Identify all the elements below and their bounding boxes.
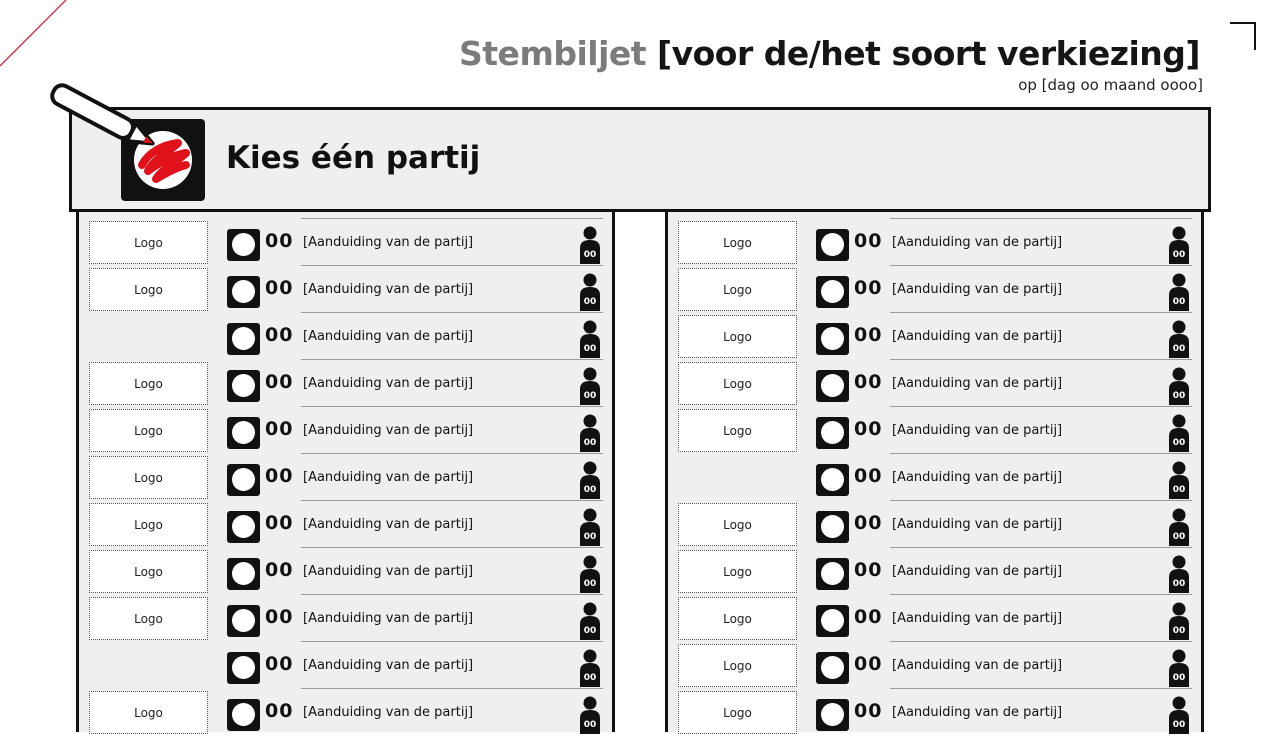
candidate-vote-box[interactable] bbox=[227, 323, 260, 355]
party-name-cell bbox=[890, 594, 1192, 641]
svg-text:00: 00 bbox=[583, 250, 597, 260]
party-logo-placeholder: Logo bbox=[678, 644, 797, 687]
party-name: [Aanduiding van de partij] bbox=[303, 564, 474, 579]
svg-text:00: 00 bbox=[583, 532, 597, 542]
person-icon bbox=[579, 602, 601, 640]
candidate-number: 00 bbox=[854, 512, 883, 534]
party-column-right bbox=[665, 212, 1204, 732]
party-row bbox=[79, 218, 612, 265]
party-name-cell bbox=[890, 547, 1192, 594]
person-icon bbox=[1168, 226, 1190, 264]
party-row bbox=[79, 500, 612, 547]
candidate-vote-box[interactable] bbox=[227, 276, 260, 308]
candidate-circle-icon bbox=[821, 609, 844, 632]
candidate-circle-icon bbox=[821, 280, 844, 303]
candidate-number: 00 bbox=[854, 418, 883, 440]
person-icon bbox=[579, 555, 601, 593]
candidate-vote-box[interactable] bbox=[816, 276, 849, 308]
ballot-date: op [dag oo maand oooo] bbox=[1018, 76, 1203, 94]
party-row bbox=[668, 641, 1201, 688]
party-name: [Aanduiding van de partij] bbox=[892, 564, 1063, 579]
candidate-number: 00 bbox=[265, 559, 294, 581]
party-name-cell bbox=[890, 312, 1192, 359]
candidate-vote-box[interactable] bbox=[227, 652, 260, 684]
party-name: [Aanduiding van de partij] bbox=[892, 282, 1063, 297]
party-name: [Aanduiding van de partij] bbox=[892, 611, 1063, 626]
party-logo-placeholder: Logo bbox=[678, 550, 797, 593]
candidate-vote-box[interactable] bbox=[227, 605, 260, 637]
party-row bbox=[79, 688, 612, 735]
svg-text:00: 00 bbox=[583, 297, 597, 307]
candidate-circle-icon bbox=[821, 703, 844, 726]
candidate-number: 00 bbox=[265, 324, 294, 346]
candidate-vote-box[interactable] bbox=[816, 417, 849, 449]
party-logo-placeholder: Logo bbox=[89, 221, 208, 264]
svg-text:00: 00 bbox=[583, 673, 597, 683]
person-icon bbox=[1168, 508, 1190, 546]
candidate-vote-box[interactable] bbox=[227, 558, 260, 590]
candidate-circle-icon bbox=[232, 468, 255, 491]
instruction-heading: Kies één partij bbox=[226, 140, 481, 176]
party-logo-placeholder: Logo bbox=[678, 597, 797, 640]
person-icon bbox=[1168, 555, 1190, 593]
candidate-number: 00 bbox=[854, 371, 883, 393]
candidate-circle-icon bbox=[232, 515, 255, 538]
party-name-cell bbox=[301, 453, 603, 500]
party-row bbox=[668, 312, 1201, 359]
svg-text:00: 00 bbox=[583, 391, 597, 401]
party-row bbox=[668, 406, 1201, 453]
party-name-cell bbox=[301, 406, 603, 453]
party-logo-placeholder: Logo bbox=[89, 550, 208, 593]
party-name: [Aanduiding van de partij] bbox=[892, 423, 1063, 438]
svg-text:00: 00 bbox=[583, 344, 597, 354]
svg-text:00: 00 bbox=[1172, 485, 1186, 495]
candidate-number: 00 bbox=[265, 700, 294, 722]
svg-text:00: 00 bbox=[1172, 250, 1186, 260]
candidate-vote-box[interactable] bbox=[816, 605, 849, 637]
candidate-number: 00 bbox=[854, 277, 883, 299]
candidate-vote-box[interactable] bbox=[227, 464, 260, 496]
party-row bbox=[79, 359, 612, 406]
candidate-circle-icon bbox=[821, 468, 844, 491]
candidate-number: 00 bbox=[854, 653, 883, 675]
party-row bbox=[79, 312, 612, 359]
candidate-number: 00 bbox=[265, 653, 294, 675]
person-icon bbox=[1168, 649, 1190, 687]
party-row bbox=[668, 688, 1201, 735]
corner-diagonal-line bbox=[0, 0, 70, 70]
candidate-vote-box[interactable] bbox=[227, 511, 260, 543]
person-icon bbox=[1168, 602, 1190, 640]
candidate-vote-box[interactable] bbox=[816, 558, 849, 590]
person-icon bbox=[579, 649, 601, 687]
svg-text:00: 00 bbox=[1172, 673, 1186, 683]
candidate-number: 00 bbox=[265, 606, 294, 628]
party-logo-placeholder: Logo bbox=[89, 268, 208, 311]
party-name-cell bbox=[301, 594, 603, 641]
person-icon bbox=[579, 226, 601, 264]
candidate-number: 00 bbox=[265, 512, 294, 534]
candidate-number: 00 bbox=[854, 606, 883, 628]
party-logo-placeholder: Logo bbox=[89, 503, 208, 546]
party-name-cell bbox=[301, 641, 603, 688]
party-row bbox=[668, 453, 1201, 500]
party-name-cell bbox=[301, 265, 603, 312]
party-name: [Aanduiding van de partij] bbox=[303, 705, 474, 720]
candidate-vote-box[interactable] bbox=[816, 464, 849, 496]
party-logo-placeholder: Logo bbox=[678, 315, 797, 358]
candidate-number: 00 bbox=[854, 700, 883, 722]
party-name: [Aanduiding van de partij] bbox=[303, 611, 474, 626]
crop-mark bbox=[1230, 22, 1256, 50]
party-name: [Aanduiding van de partij] bbox=[303, 423, 474, 438]
candidate-circle-icon bbox=[232, 327, 255, 350]
candidate-vote-box[interactable] bbox=[227, 699, 260, 731]
person-icon bbox=[579, 461, 601, 499]
party-logo-placeholder: Logo bbox=[89, 362, 208, 405]
person-icon bbox=[1168, 696, 1190, 734]
party-name: [Aanduiding van de partij] bbox=[303, 329, 474, 344]
svg-text:00: 00 bbox=[1172, 626, 1186, 636]
svg-text:00: 00 bbox=[1172, 391, 1186, 401]
candidate-circle-icon bbox=[821, 374, 844, 397]
party-name: [Aanduiding van de partij] bbox=[303, 235, 474, 250]
party-name: [Aanduiding van de partij] bbox=[892, 705, 1063, 720]
candidate-circle-icon bbox=[821, 233, 844, 256]
party-name-cell bbox=[890, 265, 1192, 312]
person-icon bbox=[1168, 461, 1190, 499]
svg-text:00: 00 bbox=[1172, 438, 1186, 448]
candidate-circle-icon bbox=[232, 421, 255, 444]
candidate-vote-box[interactable] bbox=[816, 652, 849, 684]
party-name-cell bbox=[301, 218, 603, 265]
party-row bbox=[668, 218, 1201, 265]
candidate-circle-icon bbox=[232, 656, 255, 679]
party-logo-placeholder: Logo bbox=[89, 691, 208, 734]
party-row bbox=[79, 453, 612, 500]
person-icon bbox=[1168, 320, 1190, 358]
candidate-circle-icon bbox=[821, 421, 844, 444]
candidate-number: 00 bbox=[265, 465, 294, 487]
party-name-cell bbox=[890, 688, 1192, 735]
candidate-vote-box[interactable] bbox=[816, 370, 849, 402]
party-name: [Aanduiding van de partij] bbox=[303, 376, 474, 391]
candidate-vote-box[interactable] bbox=[816, 511, 849, 543]
party-row bbox=[668, 265, 1201, 312]
party-row bbox=[79, 265, 612, 312]
party-name-cell bbox=[301, 547, 603, 594]
svg-text:00: 00 bbox=[1172, 297, 1186, 307]
party-name: [Aanduiding van de partij] bbox=[892, 517, 1063, 532]
candidate-circle-icon bbox=[232, 609, 255, 632]
candidate-circle-icon bbox=[821, 656, 844, 679]
person-icon bbox=[579, 273, 601, 311]
candidate-circle-icon bbox=[821, 562, 844, 585]
party-name: [Aanduiding van de partij] bbox=[892, 329, 1063, 344]
party-name: [Aanduiding van de partij] bbox=[892, 658, 1063, 673]
party-logo-placeholder: Logo bbox=[678, 503, 797, 546]
person-icon bbox=[1168, 414, 1190, 452]
party-name-cell bbox=[890, 406, 1192, 453]
candidate-number: 00 bbox=[854, 465, 883, 487]
pencil-icon bbox=[48, 80, 178, 160]
party-name: [Aanduiding van de partij] bbox=[892, 376, 1063, 391]
candidate-circle-icon bbox=[232, 233, 255, 256]
party-row bbox=[668, 359, 1201, 406]
party-logo-placeholder: Logo bbox=[678, 362, 797, 405]
svg-text:00: 00 bbox=[1172, 720, 1186, 730]
party-name: [Aanduiding van de partij] bbox=[303, 517, 474, 532]
svg-text:00: 00 bbox=[1172, 344, 1186, 354]
party-name-cell bbox=[301, 359, 603, 406]
candidate-vote-box[interactable] bbox=[816, 229, 849, 261]
party-name: [Aanduiding van de partij] bbox=[892, 235, 1063, 250]
party-name-cell bbox=[890, 218, 1192, 265]
party-row bbox=[79, 406, 612, 453]
person-icon bbox=[579, 367, 601, 405]
party-logo-placeholder: Logo bbox=[678, 268, 797, 311]
party-name: [Aanduiding van de partij] bbox=[892, 470, 1063, 485]
candidate-circle-icon bbox=[821, 515, 844, 538]
party-name-cell bbox=[301, 312, 603, 359]
ballot-title-election: [voor de/het soort verkiezing] bbox=[657, 34, 1200, 73]
person-icon bbox=[579, 414, 601, 452]
candidate-number: 00 bbox=[265, 277, 294, 299]
party-name-cell bbox=[301, 500, 603, 547]
party-logo-placeholder: Logo bbox=[89, 456, 208, 499]
party-row bbox=[79, 641, 612, 688]
candidate-vote-box[interactable] bbox=[816, 699, 849, 731]
person-icon bbox=[579, 320, 601, 358]
person-icon bbox=[579, 508, 601, 546]
party-logo-placeholder: Logo bbox=[678, 221, 797, 264]
candidate-number: 00 bbox=[265, 418, 294, 440]
candidate-circle-icon bbox=[232, 703, 255, 726]
svg-text:00: 00 bbox=[583, 720, 597, 730]
candidate-circle-icon bbox=[232, 280, 255, 303]
instruction-header bbox=[69, 107, 1211, 212]
svg-text:00: 00 bbox=[1172, 532, 1186, 542]
party-name-cell bbox=[890, 453, 1192, 500]
party-column-left bbox=[76, 212, 615, 732]
party-name-cell bbox=[890, 359, 1192, 406]
candidate-number: 00 bbox=[265, 371, 294, 393]
person-icon bbox=[579, 696, 601, 734]
party-name-cell bbox=[301, 688, 603, 735]
svg-text:00: 00 bbox=[1172, 579, 1186, 589]
party-name: [Aanduiding van de partij] bbox=[303, 470, 474, 485]
party-row bbox=[668, 500, 1201, 547]
candidate-number: 00 bbox=[265, 230, 294, 252]
person-icon bbox=[1168, 273, 1190, 311]
party-name-cell bbox=[890, 641, 1192, 688]
svg-text:00: 00 bbox=[583, 438, 597, 448]
svg-text:00: 00 bbox=[583, 579, 597, 589]
candidate-circle-icon bbox=[821, 327, 844, 350]
candidate-number: 00 bbox=[854, 230, 883, 252]
candidate-vote-box[interactable] bbox=[227, 370, 260, 402]
party-name: [Aanduiding van de partij] bbox=[303, 282, 474, 297]
party-row bbox=[668, 594, 1201, 641]
svg-text:00: 00 bbox=[583, 626, 597, 636]
party-name-cell bbox=[890, 500, 1192, 547]
candidate-vote-box[interactable] bbox=[227, 229, 260, 261]
person-icon bbox=[1168, 367, 1190, 405]
party-name: [Aanduiding van de partij] bbox=[303, 658, 474, 673]
party-row bbox=[79, 547, 612, 594]
candidate-vote-box[interactable] bbox=[816, 323, 849, 355]
party-logo-placeholder: Logo bbox=[89, 409, 208, 452]
ballot-title-main: Stembiljet bbox=[459, 34, 647, 73]
party-row bbox=[668, 547, 1201, 594]
party-logo-placeholder: Logo bbox=[678, 409, 797, 452]
candidate-circle-icon bbox=[232, 374, 255, 397]
party-logo-placeholder: Logo bbox=[89, 597, 208, 640]
svg-text:00: 00 bbox=[583, 485, 597, 495]
ballot-title bbox=[459, 34, 1200, 73]
party-row bbox=[79, 594, 612, 641]
candidate-circle-icon bbox=[232, 562, 255, 585]
candidate-vote-box[interactable] bbox=[227, 417, 260, 449]
candidate-number: 00 bbox=[854, 559, 883, 581]
candidate-number: 00 bbox=[854, 324, 883, 346]
party-logo-placeholder: Logo bbox=[678, 691, 797, 734]
